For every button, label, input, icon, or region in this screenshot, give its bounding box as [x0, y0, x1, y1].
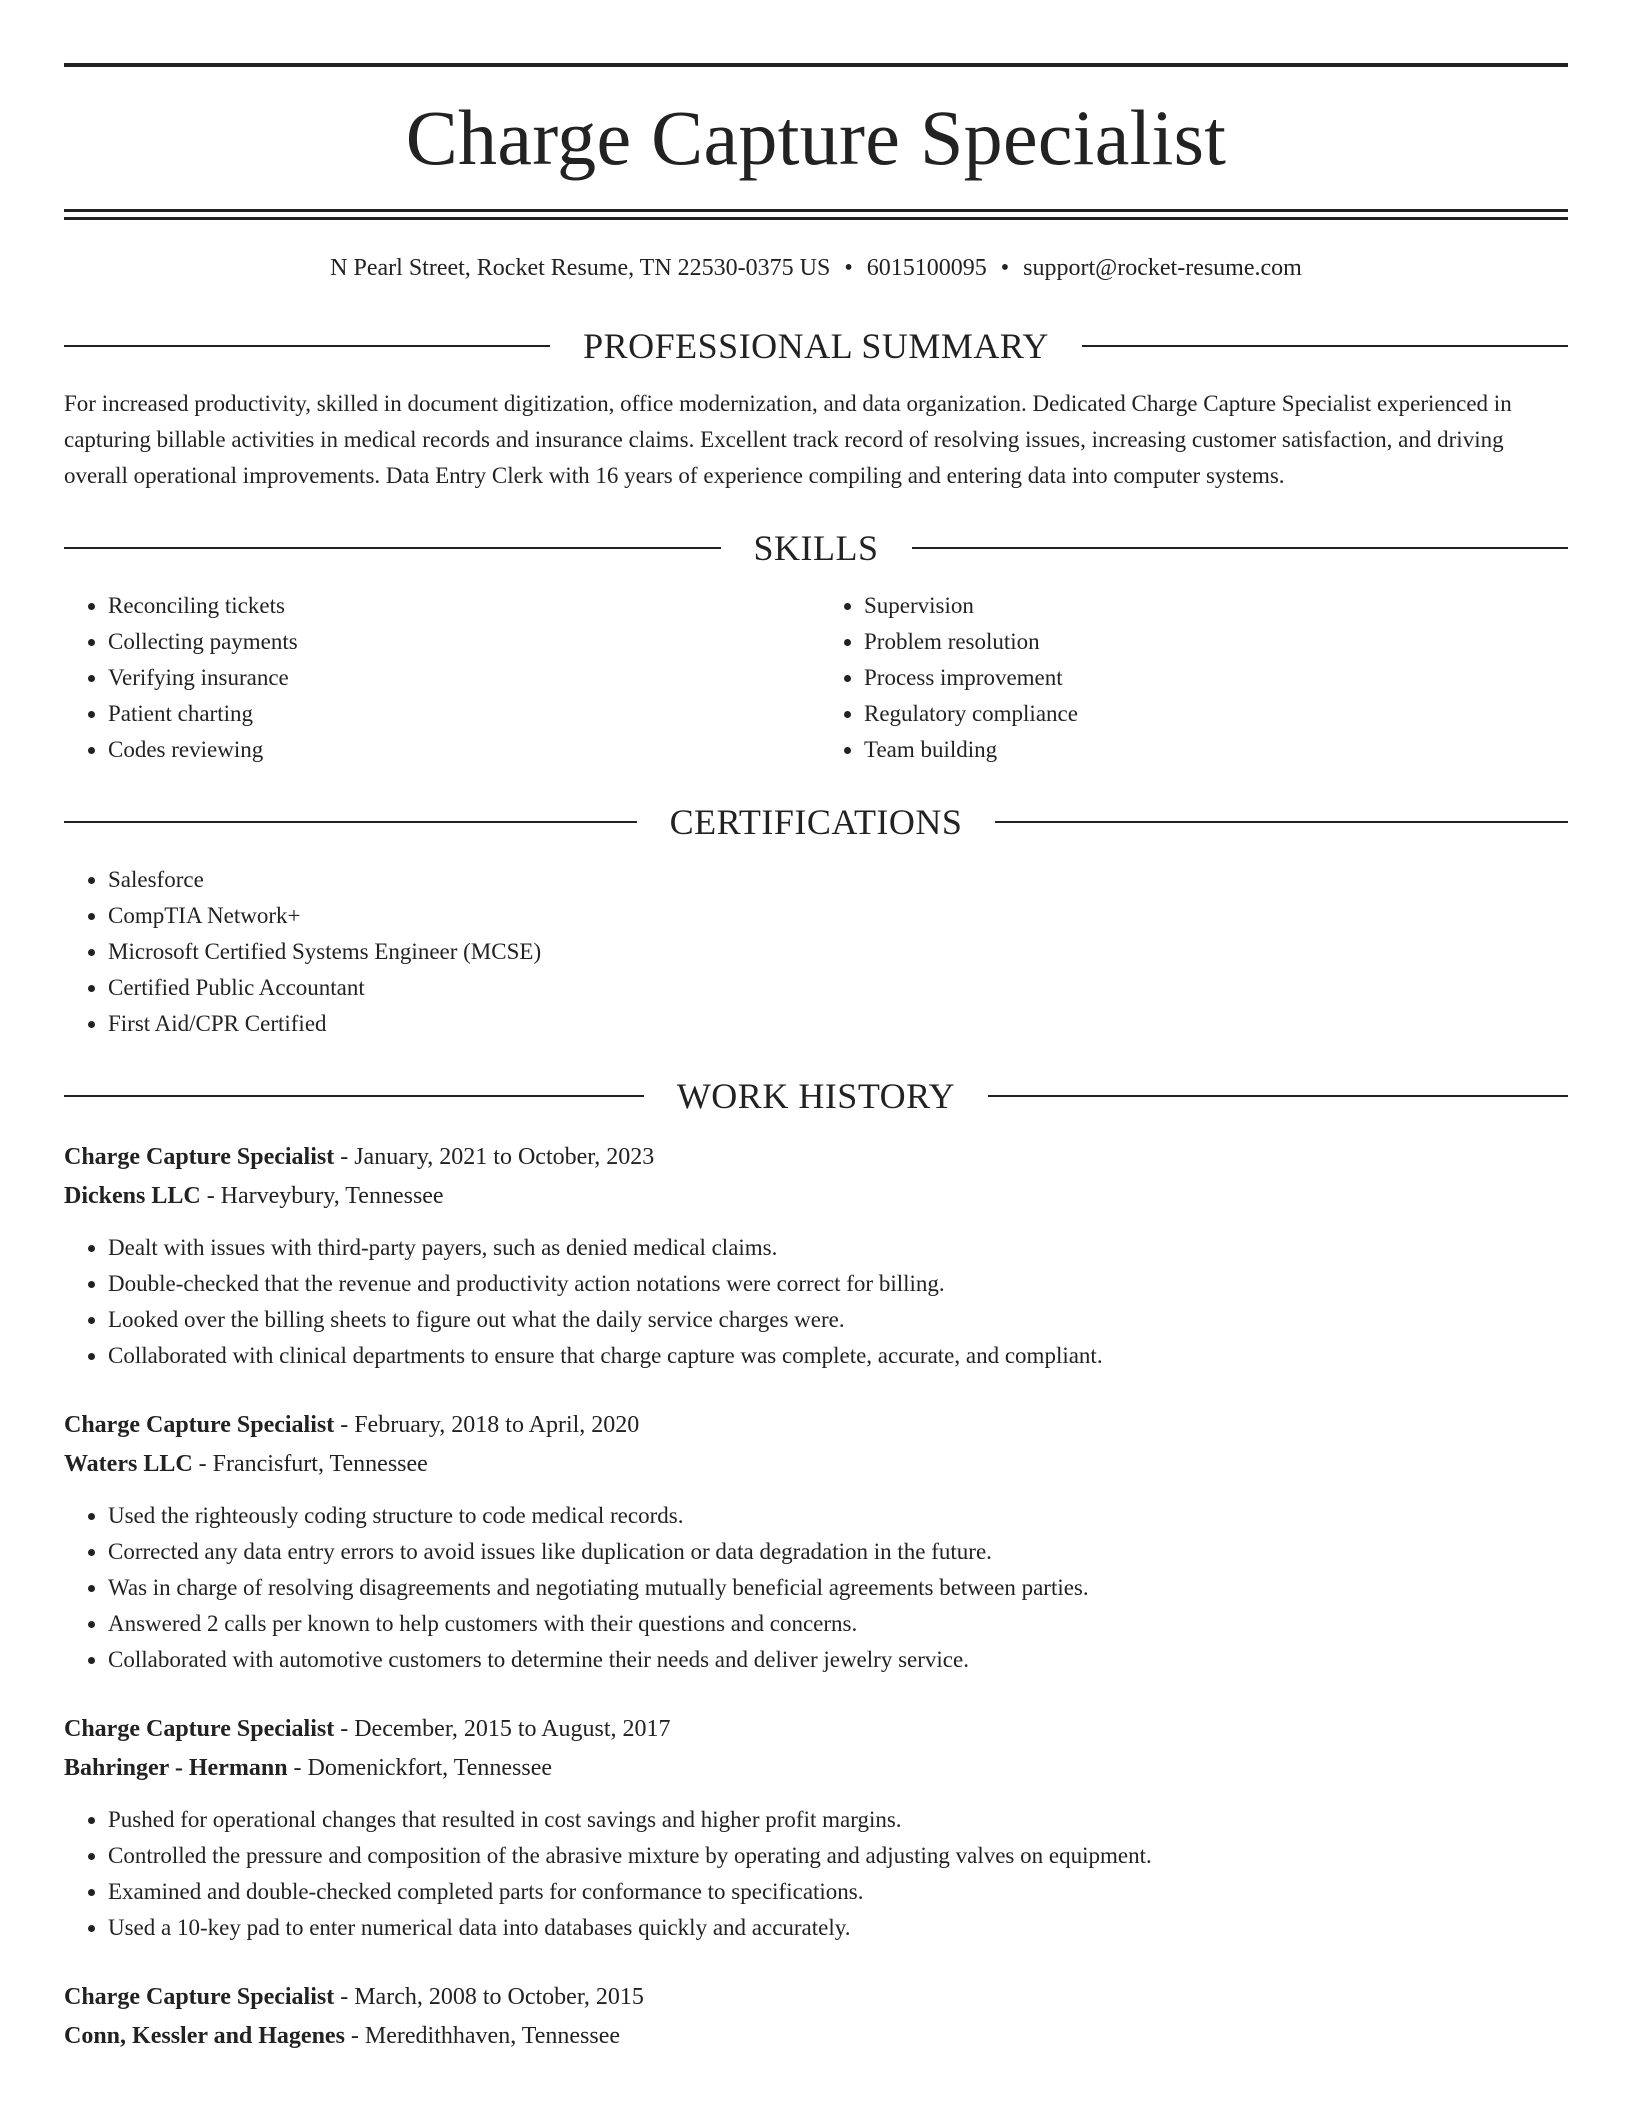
job-location: - Domenickfort, Tennessee: [287, 1755, 553, 1781]
job-location: - Meredithhaven, Tennessee: [344, 2023, 621, 2049]
list-item: • Process improvement: [864, 660, 1568, 696]
list-item: • Reconciling tickets: [108, 588, 816, 624]
list-item: • Patient charting: [108, 696, 816, 732]
contact-separator: •: [844, 255, 853, 281]
job-role: Charge Capture Specialist: [64, 1412, 335, 1438]
list-item: • Regulatory compliance: [864, 696, 1568, 732]
list-item: • Supervision: [864, 588, 1568, 624]
job-bullets: [64, 1498, 1568, 1678]
heading-rule-left: [64, 547, 721, 549]
list-item: • Was in charge of resolving disagreements and negotiating mutually beneficial agreements between parties.: [108, 1570, 1568, 1606]
job-entry: [64, 1406, 1568, 1678]
job-company: Waters LLC: [64, 1451, 193, 1477]
summary-title: PROFESSIONAL SUMMARY: [583, 326, 1049, 366]
job-company-line: [64, 1177, 1568, 1216]
list-item: • Used the righteously coding structure to code medical records.: [108, 1498, 1568, 1534]
list-item: • Used a 10-key pad to enter numerical data into databases quickly and accurately.: [108, 1910, 1568, 1946]
work-heading: [64, 1078, 1568, 1114]
work-history: [64, 1138, 1568, 2056]
job-bullets: [64, 1802, 1568, 1946]
contact-separator: •: [1000, 255, 1010, 281]
certifications-list: [64, 862, 1568, 1042]
list-item: • Examined and double-checked completed parts for conformance to specifications.: [108, 1874, 1568, 1910]
certifications-heading: [64, 804, 1568, 840]
job-dates: - December, 2015 to August, 2017: [334, 1716, 671, 1742]
job-company: Bahringer - Hermann: [64, 1755, 288, 1781]
job-role-line: [64, 1978, 1568, 2017]
job-role: Charge Capture Specialist: [64, 1716, 335, 1742]
list-item: • Looked over the billing sheets to figure out what the daily service charges were.: [108, 1302, 1568, 1338]
list-item: • Double-checked that the revenue and productivity action notations were correct for billing.: [108, 1266, 1568, 1302]
contact-line: [64, 256, 1568, 280]
list-item: • Team building: [864, 732, 1568, 768]
top-rule: [64, 63, 1568, 67]
list-item: • Controlled the pressure and composition of the abrasive mixture by operating and adjusting valves on equipment.: [108, 1838, 1568, 1874]
summary-heading: [64, 328, 1568, 364]
list-item: • Pushed for operational changes that resulted in cost savings and higher profit margins.: [108, 1802, 1568, 1838]
list-item: • Codes reviewing: [108, 732, 816, 768]
list-item: • First Aid/CPR Certified: [108, 1006, 1568, 1042]
heading-rule-right: [912, 547, 1569, 549]
list-item: • Verifying insurance: [108, 660, 816, 696]
job-company: Conn, Kessler and Hagenes: [64, 2023, 345, 2049]
heading-rule-right: [1082, 345, 1568, 347]
job-role: Charge Capture Specialist: [64, 1144, 335, 1170]
job-company-line: [64, 1749, 1568, 1788]
list-item: • Collaborated with automotive customers to determine their needs and deliver jewelry service.: [108, 1642, 1568, 1678]
contact-address: N Pearl Street, Rocket Resume, TN 22530-0375 US: [330, 255, 831, 281]
heading-rule-left: [64, 345, 550, 347]
job-company: Dickens LLC: [64, 1183, 201, 1209]
list-item: • Answered 2 calls per known to help customers with their questions and concerns.: [108, 1606, 1568, 1642]
list-item: • Certified Public Accountant: [108, 970, 1568, 1006]
job-dates: - January, 2021 to October, 2023: [334, 1144, 655, 1170]
heading-rule-left: [64, 1095, 644, 1097]
skills-heading: [64, 530, 1568, 566]
resume-name: Charge Capture Specialist: [405, 94, 1227, 181]
job-company-line: [64, 1445, 1568, 1484]
skills-columns: [64, 588, 1568, 768]
list-item: • Problem resolution: [864, 624, 1568, 660]
job-role: Charge Capture Specialist: [64, 1984, 335, 2010]
contact-phone: 6015100095: [866, 255, 987, 281]
job-entry: [64, 1710, 1568, 1946]
list-item: • Microsoft Certified Systems Engineer (MCSE): [108, 934, 1568, 970]
job-entry: [64, 1138, 1568, 1374]
summary-text: For increased productivity, skilled in document digitization, office modernization, and data organization. Dedicated Charge Capture Specialist experienced in capturing billable activities in medical records and insurance claims. Excellent track record of resolving issues, increasing customer satisfaction, and driving overall operational improvements. Data Entry Clerk with 16 years of experience compiling and entering data into computer systems.: [64, 391, 1512, 488]
work-title: WORK HISTORY: [676, 1076, 956, 1116]
heading-rule-right: [995, 821, 1568, 823]
job-dates: - February, 2018 to April, 2020: [334, 1412, 640, 1438]
job-location: - Harveybury, Tennessee: [200, 1183, 444, 1209]
list-item: • Collecting payments: [108, 624, 816, 660]
list-item: • Dealt with issues with third-party payers, such as denied medical claims.: [108, 1230, 1568, 1266]
job-company-line: [64, 2017, 1568, 2056]
certifications-title: CERTIFICATIONS: [669, 802, 963, 842]
skills-column-right: [816, 588, 1568, 768]
list-item: • Corrected any data entry errors to avoid issues like duplication or data degradation in the future.: [108, 1534, 1568, 1570]
heading-rule-left: [64, 821, 637, 823]
job-bullets: [64, 1230, 1568, 1374]
job-location: - Francisfurt, Tennessee: [192, 1451, 428, 1477]
job-dates: - March, 2008 to October, 2015: [334, 1984, 644, 2010]
list-item: • CompTIA Network+: [108, 898, 1568, 934]
job-role-line: [64, 1710, 1568, 1749]
job-role-line: [64, 1138, 1568, 1177]
list-item: • Salesforce: [108, 862, 1568, 898]
skills-list-right: [816, 588, 1568, 768]
job-role-line: [64, 1406, 1568, 1445]
double-rule: [64, 209, 1568, 220]
job-entry: [64, 1978, 1568, 2056]
skills-list-left: [64, 588, 816, 768]
contact-email: support@rocket-resume.com: [1023, 255, 1302, 281]
skills-column-left: [64, 588, 816, 768]
skills-title: SKILLS: [753, 528, 879, 568]
heading-rule-right: [988, 1095, 1568, 1097]
list-item: • Collaborated with clinical departments to ensure that charge capture was complete, accurate, and compliant.: [108, 1338, 1568, 1374]
